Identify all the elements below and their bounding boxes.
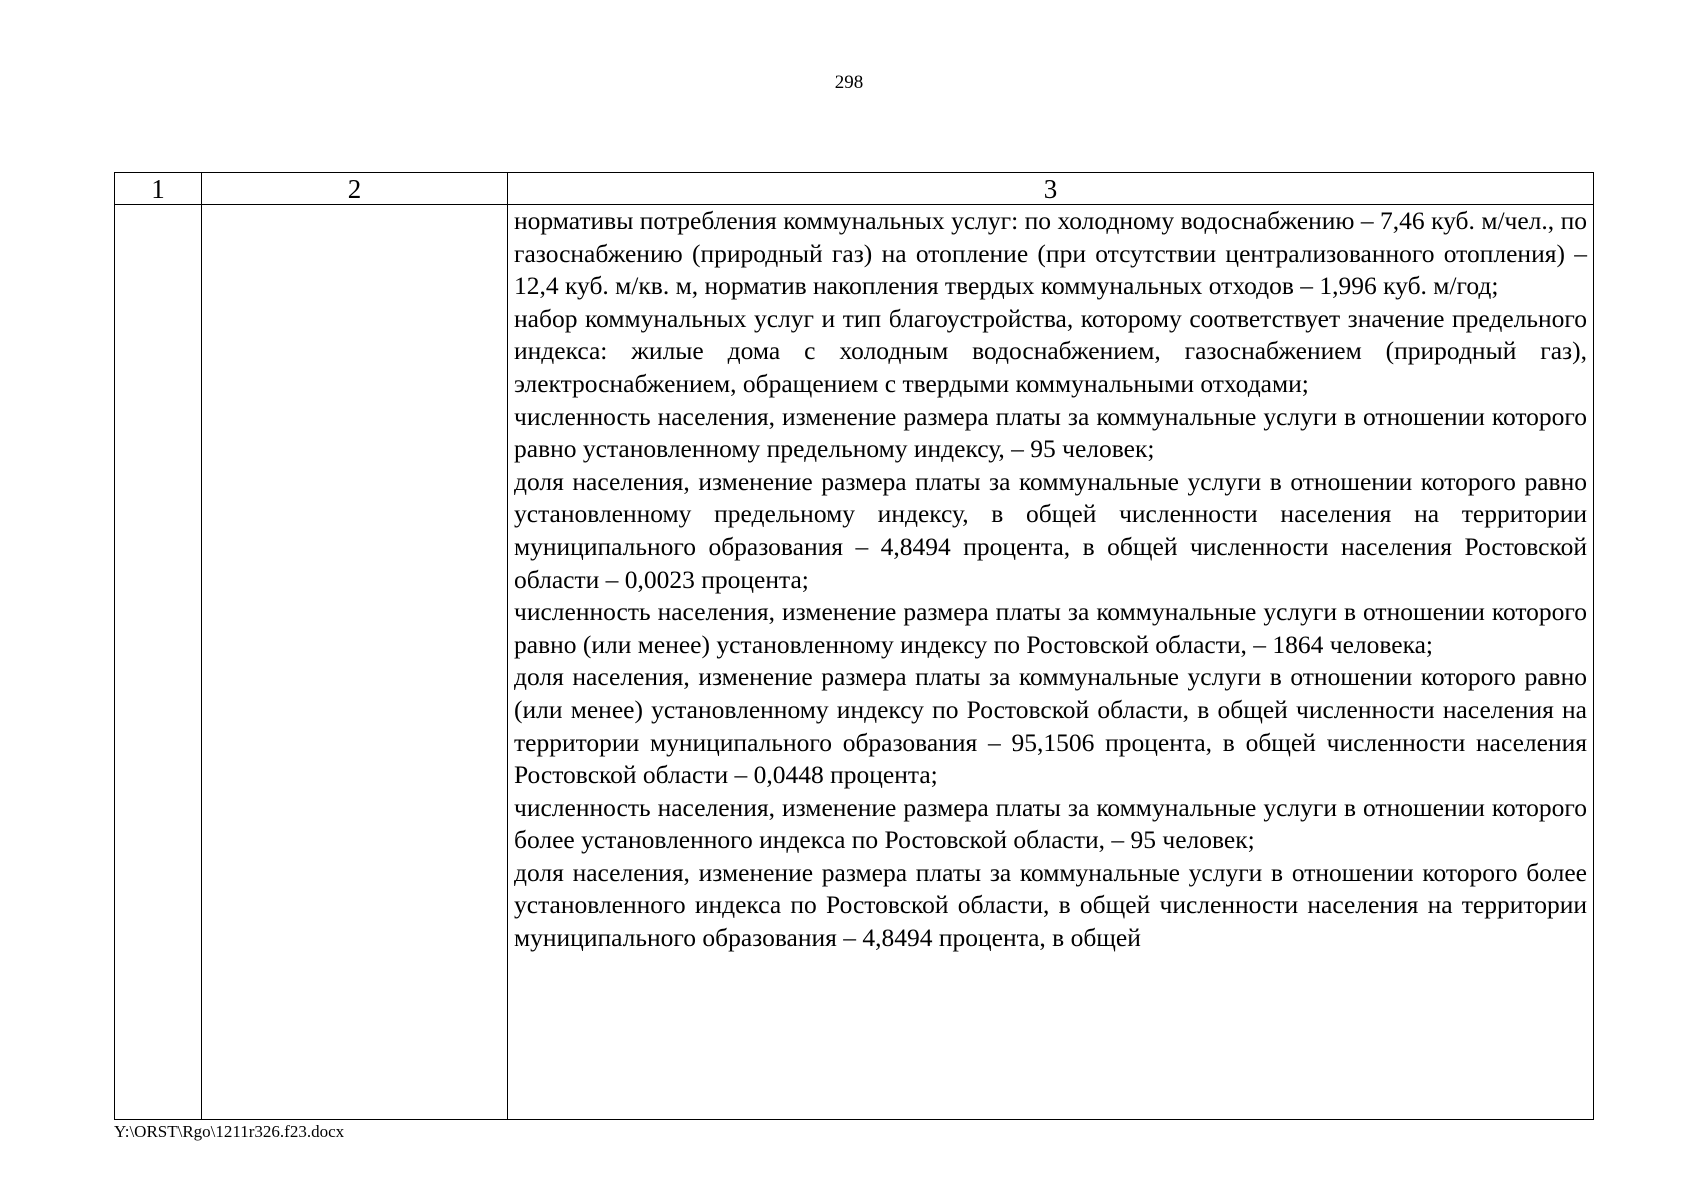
paragraph-population-equal-or-less: численность населения, изменение размера платы за коммунальные услуги в отношении которого равно (или менее) установленному индексу по Ростовской области, – 1864 человека; [514,597,1587,659]
footer-file-path: Y:\ORST\Rgo\1211r326.f23.docx [114,1122,345,1141]
cell-col-1 [115,205,202,1120]
paragraph-services-set: набор коммунальных услуг и тип благоустройства, которому соответствует значение предельного индекса: жилые дома с холодным водоснабжением, газоснабжением (природный газ), электроснабжением, обращением с твердыми коммунальными отходами; [514,303,1587,398]
paragraph-share-equal-limit: доля населения, изменение размера платы за коммунальные услуги в отношении которого равно установленному предельному индексу, в общей численности населения на территории муниципального образования – 4,8494 процента, в общей численности населения Ростовской области – 0,0023 процента; [514,466,1587,594]
content-table [114,172,1594,1120]
paragraph-share-above: доля населения, изменение размера платы за коммунальные услуги в отношении которого более установленного индекса по Ростовской области, в общей численности населения на территории муниципального образования – 4,8494 процента, в общей [514,857,1587,953]
paragraph-consumption-norms: нормативы потребления коммунальных услуг: по холодному водоснабжению – 7,46 куб. м/чел., по газоснабжению (природный газ) на отопление (при отсутствии централизованного отопления) – 12,4 куб. м/кв. м, норматив накопления твердых коммунальных отходов – 1,996 куб. м/год; [514,206,1587,301]
paragraph-population-equal-limit: численность населения, изменение размера платы за коммунальные услуги в отношении которого равно установленному предельному индексу, – 95 человек; [514,401,1587,464]
paragraph-population-above: численность населения, изменение размера платы за коммунальные услуги в отношении которого более установленного индекса по Ростовской области, – 95 человек; [514,792,1587,855]
table-row [115,205,1594,1120]
paragraph-share-equal-or-less: доля населения, изменение размера платы за коммунальные услуги в отношении которого равно (или менее) установленному индексу по Ростовской области, в общей численности населения на территории муниципального образования – 95,1506 процента, в общей численности населения Ростовской области – 0,0448 процента; [514,662,1587,790]
header-cell-3: 3 [508,173,1594,205]
table-header-row [115,173,1594,205]
cell-col-2 [202,205,508,1120]
cell-col-3 [508,205,1594,1120]
header-cell-2: 2 [202,173,508,205]
header-cell-1: 1 [115,173,202,205]
page-number: 298 [834,72,864,93]
